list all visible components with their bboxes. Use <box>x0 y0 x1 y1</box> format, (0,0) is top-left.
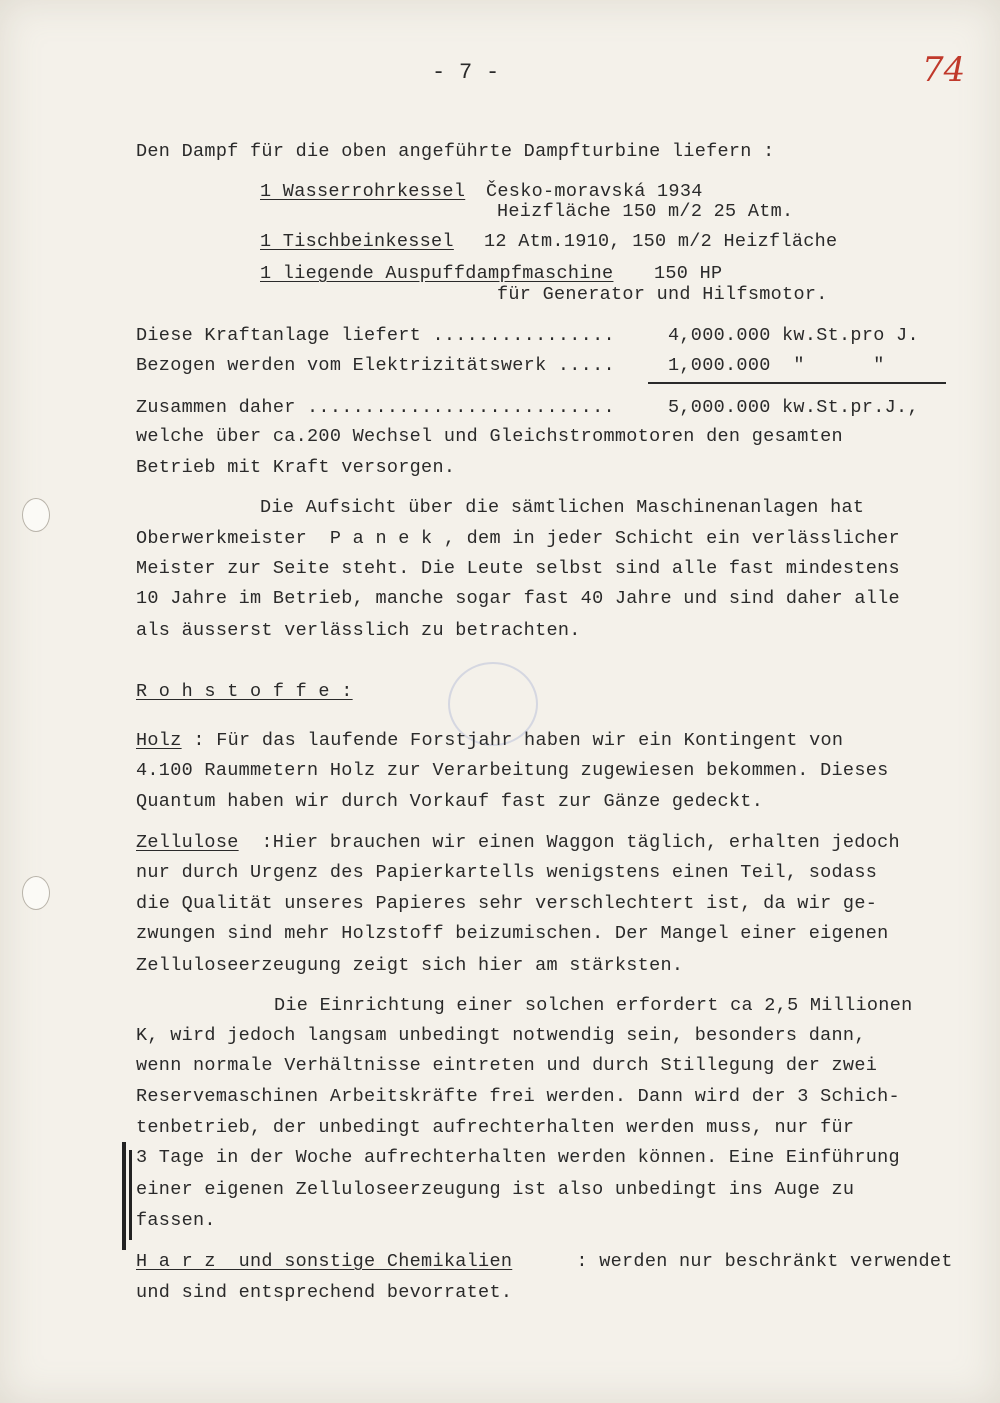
power-total-label: Zusammen daher ........................... <box>136 397 615 418</box>
boiler-1-detail: Česko-moravská 1934 <box>486 181 703 202</box>
boiler-3-name: 1 liegende Auspuffdampfmaschine <box>260 263 614 284</box>
zellulose-line-1: :Hier brauchen wir einen Waggon täglich, erhalten jedoch <box>250 832 900 853</box>
zellulose-label: Zellulose <box>136 832 239 853</box>
boiler-2-name: 1 Tischbeinkessel <box>260 231 454 252</box>
power-total-value: 5,000.000 kw.St.pr.J., <box>668 397 919 418</box>
boiler-3-detail2: für Generator und Hilfsmotor. <box>497 284 828 305</box>
power-after-1: welche über ca.200 Wechsel und Gleichstrommotoren den gesamten <box>136 426 843 447</box>
para1-line-3: Meister zur Seite steht. Die Leute selbst sind alle fast mindestens <box>136 558 900 579</box>
power-row2-value: 1,000.000 " " <box>668 355 885 376</box>
zellulose-line-2: nur durch Urgenz des Papierkartells wenigstens einen Teil, sodass <box>136 862 878 883</box>
para1-line-4: 10 Jahre im Betrieb, manche sogar fast 40 Jahre und sind daher alle <box>136 588 900 609</box>
para2-line-7: einer eigenen Zelluloseerzeugung ist also unbedingt ins Auge zu <box>136 1179 855 1200</box>
para2-line-8: fassen. <box>136 1210 216 1231</box>
zellulose-line-3: die Qualität unseres Papieres sehr verschlechtert ist, da wir ge- <box>136 893 878 914</box>
para2-line-3: wenn normale Verhältnisse eintreten und durch Stillegung der zwei <box>136 1055 878 1076</box>
margin-bar-mark-1 <box>122 1142 126 1250</box>
power-row1-label: Diese Kraftanlage liefert ................ <box>136 325 615 346</box>
holz-line-3: Quantum haben wir durch Vorkauf fast zur Gänze gedeckt. <box>136 791 764 812</box>
zellulose-line-4: zwungen sind mehr Holzstoff beizumischen. Der Mangel einer eigenen <box>136 923 889 944</box>
power-row2-label: Bezogen werden vom Elektrizitätswerk ..... <box>136 355 615 376</box>
punch-hole-bottom <box>22 876 50 910</box>
margin-bar-mark-2 <box>129 1150 132 1240</box>
para1-line-1: Die Aufsicht über die sämtlichen Maschinenanlagen hat <box>260 497 865 518</box>
punch-hole-top <box>22 498 50 532</box>
sum-rule <box>648 382 946 384</box>
harz-line-2: und sind entsprechend bevorratet. <box>136 1282 513 1303</box>
zellulose-line-5: Zelluloseerzeugung zeigt sich hier am stärksten. <box>136 955 684 976</box>
power-row1-value: 4,000.000 kw.St.pro J. <box>668 325 919 346</box>
section-title: R o h s t o f f e : <box>136 681 353 702</box>
boiler-2-detail: 12 Atm.1910, 150 m/2 Heizfläche <box>484 231 838 252</box>
holz-label: Holz <box>136 730 182 751</box>
intro-line: Den Dampf für die oben angeführte Dampfturbine liefern : <box>136 141 775 162</box>
page-number: - 7 - <box>432 60 500 85</box>
holz-line-1: : Für das laufende Forstjahr haben wir ein Kontingent von <box>182 730 844 751</box>
boiler-3-detail: 150 HP <box>654 263 723 284</box>
harz-label: H a r z und sonstige Chemikalien <box>136 1251 513 1272</box>
para2-line-4: Reservemaschinen Arbeitskräfte frei werden. Dann wird der 3 Schich- <box>136 1086 900 1107</box>
boiler-1-detail2: Heizfläche 150 m/2 25 Atm. <box>497 201 794 222</box>
power-after-2: Betrieb mit Kraft versorgen. <box>136 457 456 478</box>
holz-line-2: 4.100 Raummetern Holz zur Verarbeitung zugewiesen bekommen. Dieses <box>136 760 889 781</box>
para1-line-2: Oberwerkmeister P a n e k , dem in jeder Schicht ein verlässlicher <box>136 528 900 549</box>
para2-line-1: Die Einrichtung einer solchen erfordert ca 2,5 Millionen <box>274 995 913 1016</box>
harz-line-1: : werden nur beschränkt verwendet <box>565 1251 953 1272</box>
boiler-1-name: 1 Wasserrohrkessel <box>260 181 466 202</box>
para2-line-5: tenbetrieb, der unbedingt aufrechterhalten werden muss, nur für <box>136 1117 855 1138</box>
handwritten-folio: 74 <box>922 50 966 90</box>
para1-line-5: als äusserst verlässlich zu betrachten. <box>136 620 581 641</box>
para2-line-2: K, wird jedoch langsam unbedingt notwendig sein, besonders dann, <box>136 1025 866 1046</box>
para2-line-6: 3 Tage in der Woche aufrechterhalten werden können. Eine Einführung <box>136 1147 900 1168</box>
